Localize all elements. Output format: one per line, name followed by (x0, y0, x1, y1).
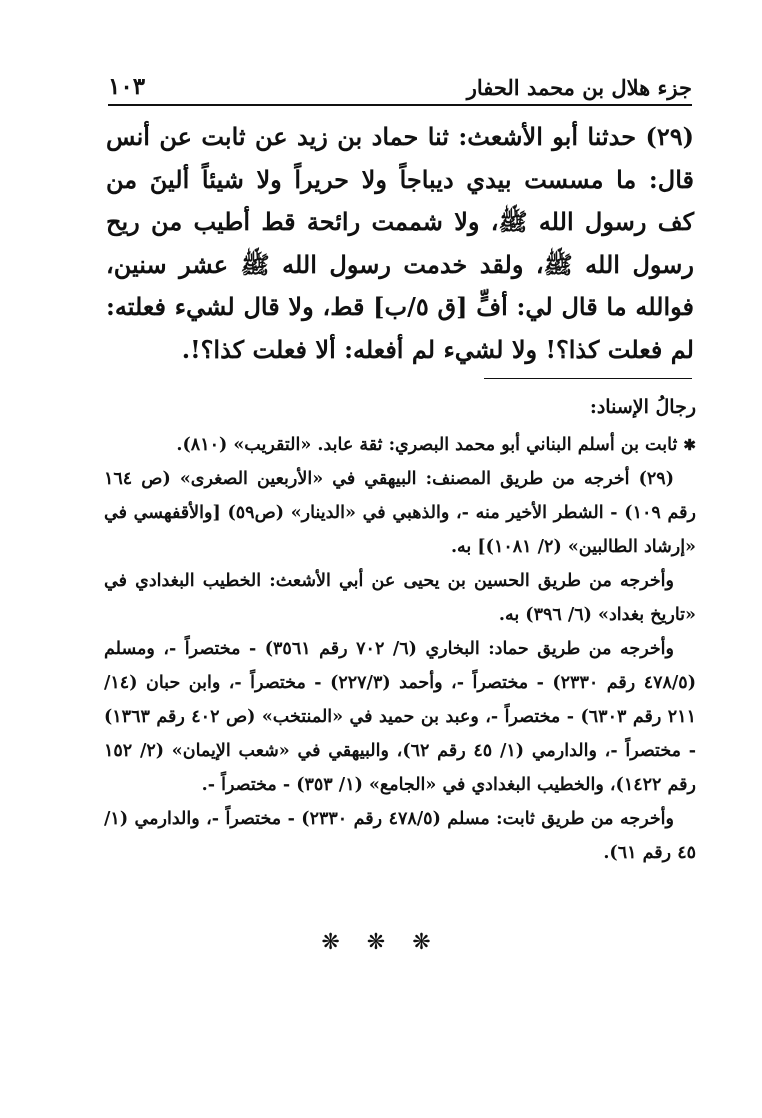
section-end-ornament: ❋ ❋ ❋ (321, 930, 441, 955)
footnote-separator (484, 378, 692, 379)
takhrij-paragraph: وأخرجه من طريق الحسين بن يحيى عن أبي الأشعث: الخطيب البغدادي في «تاريخ بغداد» (٦/ ٣٩٦) به. (104, 571, 696, 625)
narrator-note-text: ثابت بن أسلم البناني أبو محمد البصري: ثقة عابد. «التقريب» (٨١٠). (176, 435, 678, 455)
takhrij-paragraph: وأخرجه من طريق ثابت: مسلم (٤٧٨/٥ رقم ٢٣٣٠) - مختصراً -، والدارمي (١/ ٤٥ رقم ٦١). (104, 809, 696, 863)
hadith-text-block (106, 116, 694, 371)
footnotes-section (104, 390, 696, 870)
page-number: ١٠٣ (108, 73, 146, 100)
notes-heading: رجالُ الإسناد: (589, 396, 696, 418)
takhrij-paragraph: وأخرجه من طريق حماد: البخاري (٦/ ٧٠٢ رقم ٣٥٦١) - مختصراً -، ومسلم (٤٧٨/٥ رقم ٢٣٣٠) - مختصراً -، وأحمد (٢٢٧/٣) - مختصراً -، وابن حبان (١٤/ ٢١١ رقم ٦٣٠٣) - مختصراً -، وعبد بن حميد في «المنتخب» (ص ٤٠٢ رقم ١٣٦٣) - مختصراً -، والدارمي (١/ ٤٥ رقم ٦٢)، والبيهقي في «شعب الإيمان» (٢/ ١٥٢ رقم ١٤٢٢)، والخطيب البغدادي في «الجامع» (١/ ٣٥٣) - مختصراً -. (104, 639, 697, 795)
page-header (108, 60, 692, 106)
running-title: جزء هلال بن محمد الحفار (466, 75, 692, 100)
hadith-text: (٢٩) حدثنا أبو الأشعث: ثنا حماد بن زيد عن ثابت عن أنس قال: ما مسست بيدي ديباجاً ولا حريراً ولا شيئاً ألينَ من كف رسول الله ﷺ، ولا شممت رائحة قط أطيب من ريح رسول الله ﷺ، ولقد خدمت رسول الله ﷺ عشر سنين، فوالله ما قال لي: أفٍّ [ق ٥/ب] قط، ولا قال لشيء فعلته: لم فعلت كذا؟! ولا لشيء لم أفعله: ألا فعلت كذا؟!. (106, 122, 695, 364)
takhrij-paragraph: (٢٩) أخرجه من طريق المصنف: البيهقي في «الأربعين الصغرى» (ص ١٦٤ رقم ١٠٩) - الشطر الأخير منه -، والذهبي في «الدينار» (ص٥٩) [والأقفهسي في «إرشاد الطالبين» (٢/ ١٠٨١)] به. (104, 469, 696, 557)
star-icon: ✱ (683, 436, 696, 454)
narrator-note (104, 428, 696, 462)
